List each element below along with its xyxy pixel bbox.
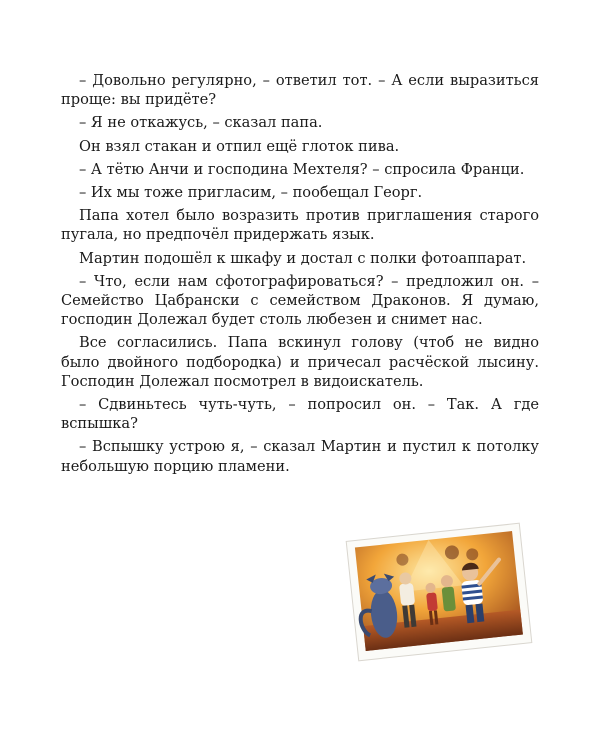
paragraph: Все согласились. Папа вскинул голову (чтоб не видно было двойного подбородка) и причесал расчёской лысину. Господин Долежал посмотрел в видоискатель. [61,334,539,390]
paragraph: – Их мы тоже пригласим, – пообещал Георг. [79,184,423,202]
paragraph: Папа хотел было возразить против приглашения старого пугала, но предпочёл придержать язык. [61,207,539,244]
paragraph: – А тётю Анчи и господина Мехтеля? – спросила Франци. [79,160,525,178]
paragraph: – Я не откажусь, – сказал папа. [79,114,323,132]
family-photo-illustration [344,518,534,666]
paragraph: Мартин подошёл к шкафу и достал с полки фотоаппарат. [79,249,527,267]
paragraph: – Сдвиньтесь чуть-чуть, – попросил он. – Так. А где вспышка? [61,396,539,433]
page-text [61,71,539,476]
paragraph: Он взял стакан и отпил ещё глоток пива. [79,137,400,155]
paragraph: – Довольно регулярно, – ответил тот. – А если выразиться проще: вы придёте? [61,72,539,109]
paragraph: – Вспышку устрою я, – сказал Мартин и пустил к потолку небольшую порцию пламени. [61,438,539,475]
paragraph: – Что, если нам сфотографироваться? – предложил он. – Семейство Цабрански с семейством Драконов. Я думаю, господин Долежал будет столь любезен и снимет нас. [61,272,539,329]
